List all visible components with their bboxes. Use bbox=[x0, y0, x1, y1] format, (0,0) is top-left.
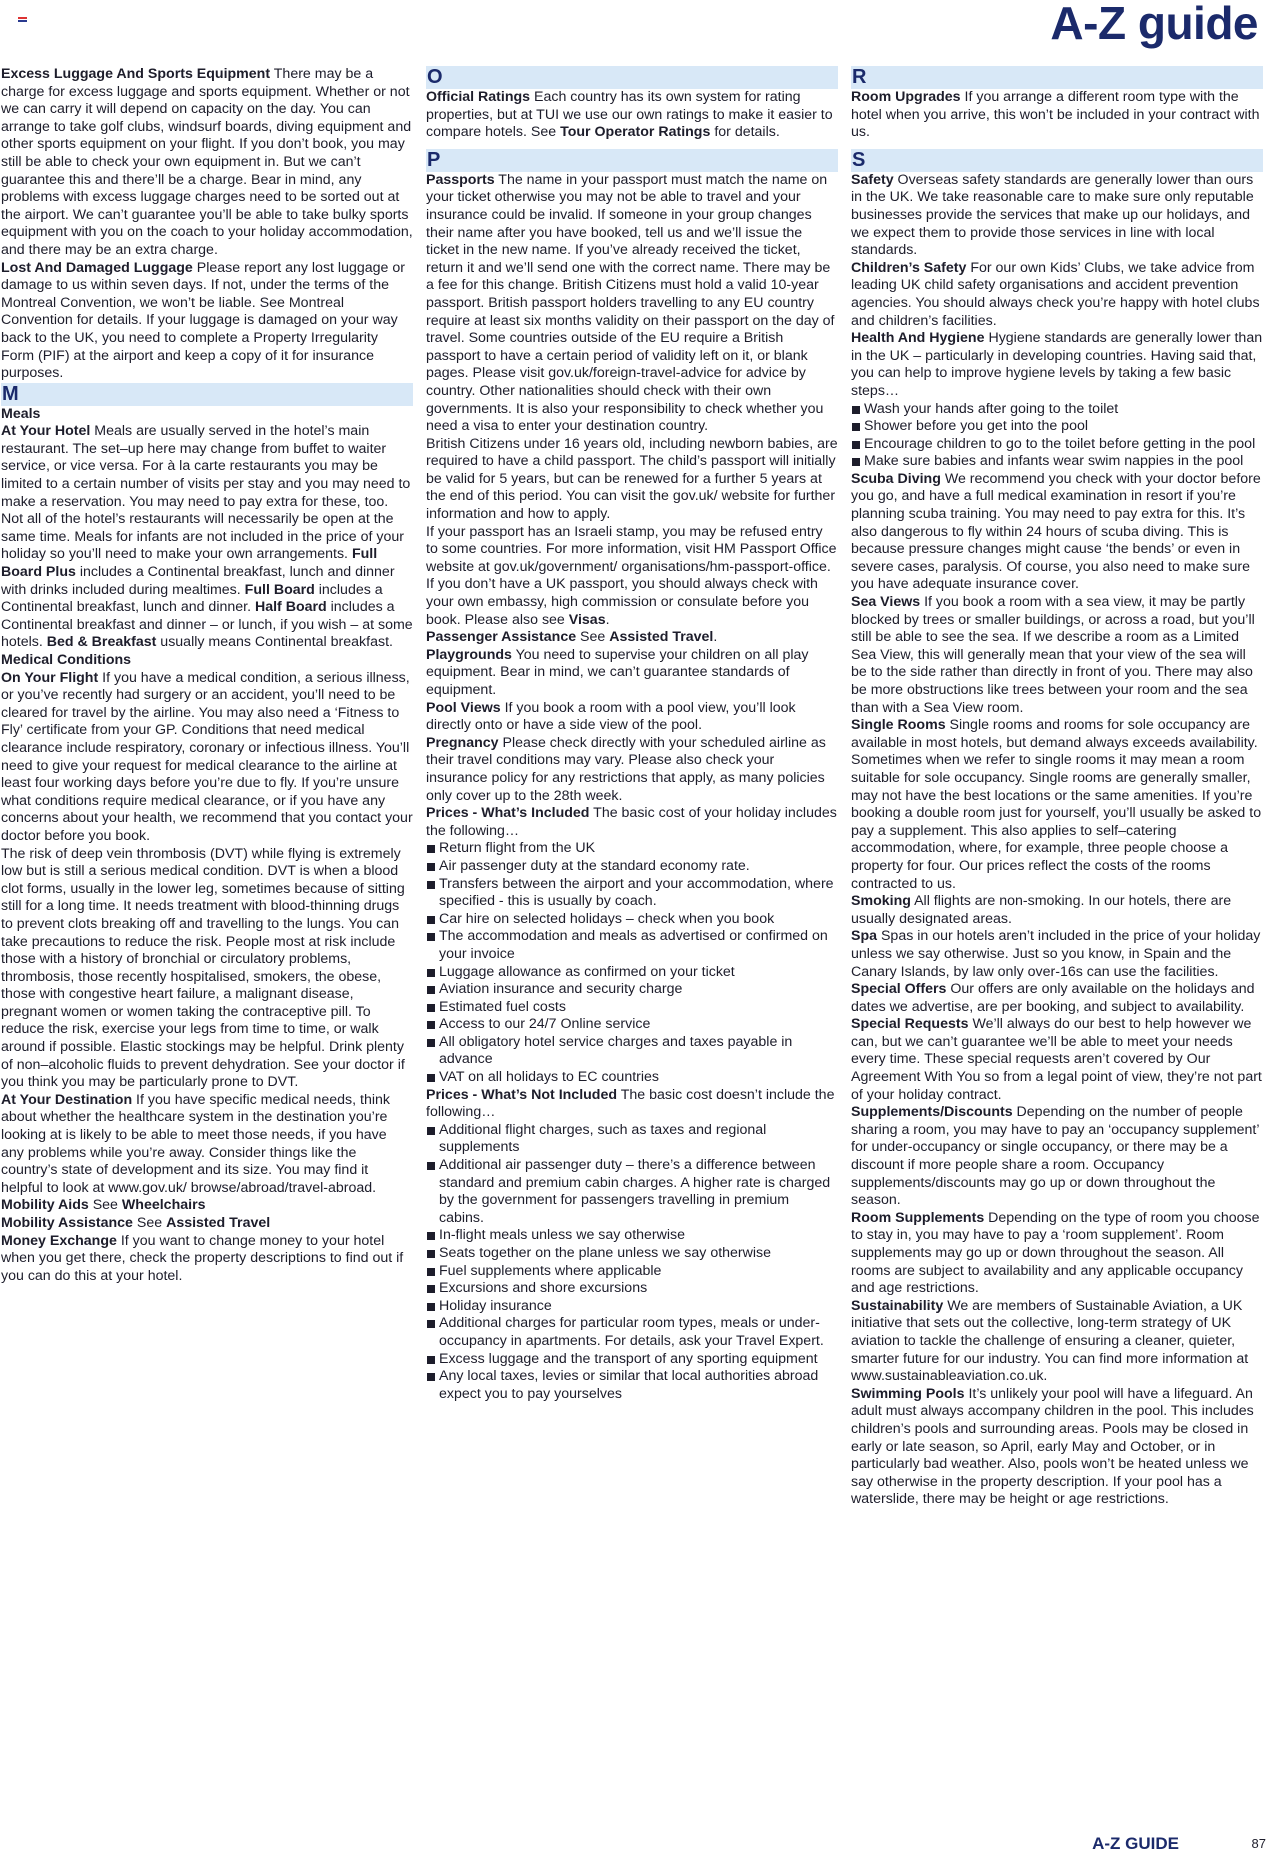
entry-at-your-hotel: At Your Hotel Meals are usually served in the hotel’s main restaurant. The set–up here may change from buffet to waiter service, or vice versa. For à la carte restaurants you may be limited to a certain number of visits per stay and you may need to make a reservation. You may need to pay extra for these, too. Not all of the hotel’s restaurants will necessarily be open at the same time. Meals for infants are not included in the price of your holiday so you’ll need to make your own arrangements. Full Board Plus includes a Continental breakfast, lunch and dinner with drinks included during mealtimes. Full Board includes a Continental breakfast, lunch and dinner. Half Board includes a Continental breakfast and dinner – or lunch, if you wish – at some hotels. Bed & Breakfast usually means Continental breakfast. bbox=[1, 423, 413, 651]
column-2 bbox=[426, 66, 838, 1403]
list-item: Additional flight charges, such as taxes and regional supplements bbox=[426, 1122, 838, 1157]
flag-icon bbox=[18, 17, 27, 24]
entry-mobility-aids: Mobility Aids See Wheelchairs bbox=[1, 1197, 206, 1214]
entry-on-your-flight: On Your Flight If you have a medical condition, a serious illness, or you’ve recently had surgery or an accident, you’ll need to be cleared for travel by the airline. You may also need a ‘Fitness to Fly’ certificate from your GP. Conditions that need medical clearance include respiratory, coronary or infectious illness. You’ll need to give your request for medical clearance to the airline at least four working days before you’re due to fly. If you’re unsure what conditions require medical clearance, or if you have any concerns about your health, we recommend that you contact your doctor before you book. bbox=[1, 669, 413, 844]
list-item: Fuel supplements where applicable bbox=[426, 1263, 838, 1281]
list-item: Additional air passenger duty – there’s a difference between standard and premium cabin charges. A higher rate is charged by the government for passengers travelling in premium cabins. bbox=[426, 1157, 838, 1227]
entry-pregnancy: Pregnancy Please check directly with your scheduled airline as their travel conditions may vary. Please also check your insurance policy for any restrictions that apply, as many policies only cover up to the 28th week. bbox=[426, 734, 826, 804]
entry-at-your-destination: At Your Destination If you have specific medical needs, think about whether the healthcare system in the destination you’re looking at is likely to be able to meet those needs, if you have any problems while you’re away. Consider things like the country’s state of development and its size. You may find it helpful to look at www.gov.uk/ browse/abroad/travel-abroad. bbox=[1, 1091, 390, 1196]
list-item: Luggage allowance as confirmed on your ticket bbox=[426, 964, 838, 982]
list-item: Excursions and shore excursions bbox=[426, 1280, 838, 1298]
entry-mobility-assistance: Mobility Assistance See Assisted Travel bbox=[1, 1215, 271, 1231]
subheading-meals: Meals bbox=[1, 405, 41, 422]
list-item: Holiday insurance bbox=[426, 1298, 838, 1316]
entry-sea-views: Sea Views If you book a room with a sea view, it may be partly blocked by trees or smaller buildings, or across a road, but you’ll still be able to see the sea. If we describe a room as a Limited Sea View, this will generally mean that your view of the sea will be to the side rather than directly in front of you. There may also be more obstructions like trees between your room and the sea than with a Sea View room. bbox=[851, 594, 1255, 716]
list-item: Access to our 24/7 Online service bbox=[426, 1016, 838, 1034]
entry-single-rooms: Single Rooms Single rooms and rooms for sole occupancy are available in most hotels, but demand always exceeds availability. Sometimes when we refer to single rooms it may mean a room suitable for sole occupancy. Single rooms are generally smaller, may not have the best locations or the same amenities. If you’re booking a double room just for yourself, you’ll usually be asked to pay a supplement. This also applies to self–catering accommodation, where, for example, three people choose a property for four. Our prices reflect the costs of the rooms contracted to us. bbox=[851, 717, 1262, 892]
entry-dvt: The risk of deep vein thrombosis (DVT) while flying is extremely low but is still a serious medical condition. DVT is when a blood clot forms, usually in the lower leg, sometimes because of sitting still for a long time. It needs treatment with blood-thinning drugs to prevent clots breaking off and travelling to the lungs. You can take precautions to reduce the risk. People most at risk include those with a history of bronchial or circulatory problems, thrombosis, those recently hospitalised, smokers, the obese, those with congestive heart failure, a malignant disease, pregnant women or women taking the contraceptive pill. To reduce the risk, exercise your legs from time to time, or walk around if possible. Elastic stockings may be helpful. Drink plenty of non–alcoholic fluids to prevent dehydration. See your doctor if you think you may be particularly prone to DVT. bbox=[1, 845, 405, 1091]
list-item: Additional charges for particular room types, meals or under-occupancy in apartments. For details, ask your Travel Expert. bbox=[426, 1315, 838, 1350]
list-item: Excess luggage and the transport of any sporting equipment bbox=[426, 1351, 838, 1369]
entry-spa: Spa Spas in our hotels aren’t included in the price of your holiday unless we say otherwise. Just so you know, in Spain and the Canary Islands, by law only over-16s can use the facilities. bbox=[851, 928, 1261, 980]
section-letter-m: M bbox=[1, 383, 413, 406]
list-item: The accommodation and meals as advertised or confirmed on your invoice bbox=[426, 928, 838, 963]
list-item: Estimated fuel costs bbox=[426, 999, 838, 1017]
entry-prices-included: Prices - What’s Included The basic cost of your holiday includes the following… bbox=[426, 805, 837, 839]
footer-section-label: A-Z GUIDE bbox=[1092, 1834, 1179, 1853]
entry-passenger-assistance: Passenger Assistance See Assisted Travel. bbox=[426, 629, 718, 646]
entry-childrens-safety: Children’s Safety For our own Kids’ Clubs, we take advice from leading UK child safety organisations and accident prevention agencies. You should always check you’re happy with hotel clubs and children’s facilities. bbox=[851, 259, 1260, 329]
list-item: Car hire on selected holidays – check when you book bbox=[426, 911, 838, 929]
entry-smoking: Smoking All flights are non-smoking. In our hotels, there are usually designated areas. bbox=[851, 893, 1232, 927]
entry-lost-luggage: Lost And Damaged Luggage Please report any lost luggage or damage to us within seven days. If not, under the terms of the Montreal Convention, we won’t be liable. See Montreal Convention for details. If your luggage is damaged on your way back to the UK, you need to complete a Property Irregularity Form (PIF) at the airport and keep a copy of it for insurance purposes. bbox=[1, 259, 405, 382]
list-item: Shower before you get into the pool bbox=[851, 418, 1263, 436]
list-item: Any local taxes, levies or similar that local authorities abroad expect you to pay yourselves bbox=[426, 1368, 838, 1403]
list-hygiene-steps bbox=[851, 401, 1263, 471]
entry-money-exchange: Money Exchange If you want to change money to your hotel when you get there, check the property descriptions to find out if you can do this at your hotel. bbox=[1, 1232, 404, 1284]
list-item: Return flight from the UK bbox=[426, 840, 838, 858]
list-item: Transfers between the airport and your accommodation, where specified - this is usually by coach. bbox=[426, 876, 838, 911]
section-letter-o: O bbox=[426, 66, 838, 89]
list-item: In-flight meals unless we say otherwise bbox=[426, 1227, 838, 1245]
entry-passports: Passports The name in your passport must match the name on your ticket otherwise you may not be able to travel and your insurance could be invalid. If someone in your group changes their name after you have booked, tell us and we’ll issue the ticket in the new name. If you’ve already received the ticket, return it and we’ll send one with the correct name. There may be a fee for this change. British Citizens must hold a valid 10-year passport. British passport holders travelling to any EU country require at least six months validity on their passport on the day of travel. Some countries outside of the EU require a British passport to have a certain period of validity left on it, or blank pages. Please visit gov.uk/foreign-travel-advice for advice by country. Other nationalities should check with their own governments. It is also your responsibility to check whether you need a visa to enter your destination country. bbox=[426, 171, 835, 435]
entry-pool-views: Pool Views If you book a room with a pool view, you’ll look directly onto or have a side view of the pool. bbox=[426, 699, 796, 734]
list-item: Wash your hands after going to the toilet bbox=[851, 401, 1263, 419]
entry-prices-not-included: Prices - What’s Not Included The basic cost doesn’t include the following… bbox=[426, 1086, 835, 1121]
page-title: A-Z guide bbox=[1050, 0, 1258, 49]
list-item: Make sure babies and infants wear swim nappies in the pool bbox=[851, 453, 1263, 471]
entry-excess-luggage: Excess Luggage And Sports Equipment There may be a charge for excess luggage and sports equipment. Whether or not we can carry it will depend on capacity on the day. You can arrange to take golf clubs, windsurf boards, diving equipment and other sports equipment on your flight. If you don’t book, you may still be able to check your own equipment in. But we can’t guarantee this and there’ll be a charge. Bear in mind, any problems with excess luggage charges need to be sorted out at the airport. We can’t guarantee you’ll be able to take bulky sports equipment with you on the coach to your holiday accommodation, and there may be an extra charge. bbox=[1, 66, 413, 258]
subheading-medical-conditions: Medical Conditions bbox=[1, 652, 132, 668]
section-letter-s: S bbox=[851, 149, 1263, 172]
list-item: All obligatory hotel service charges and taxes payable in advance bbox=[426, 1034, 838, 1069]
entry-term: Lost And Damaged Luggage bbox=[1, 259, 193, 276]
list-item: Seats together on the plane unless we say otherwise bbox=[426, 1245, 838, 1263]
entry-special-requests: Special Requests We’ll always do our best to help however we can, but we can’t guarantee we’ll be able to meet your needs every time. These special requests aren’t covered by Our Agreement With You so from a legal point of view, they’re not part of your holiday contract. bbox=[851, 1016, 1262, 1103]
entry-swimming-pools: Swimming Pools It’s unlikely your pool will have a lifeguard. An adult must always accompany children in the pool. This includes children’s pools and surrounding areas. Pools may be closed in early or late season, so April, early May and October, or in particularly bad weather. Also, pools won’t be heated unless we say otherwise in the property description. If your pool has a waterslide, there may be height or age restrictions. bbox=[851, 1385, 1254, 1508]
entry-passports-children: British Citizens under 16 years old, including newborn babies, are required to have a child passport. The child’s passport will initially be valid for 5 years, but can be renewed for a further 5 years at the end of this period. You can visit the gov.uk/ website for further information and how to apply. bbox=[426, 435, 838, 523]
entry-supplements-discounts: Supplements/Discounts Depending on the number of people sharing a room, you may have to pay an ‘occupancy supplement’ for under-occupancy or single occupancy, or there may be a discount if more people share a room. Occupancy supplements/discounts may go up or down throughout the season. bbox=[851, 1104, 1259, 1209]
entry-term: Excess Luggage And Sports Equipment bbox=[1, 66, 271, 82]
column-1 bbox=[1, 66, 413, 1285]
entry-playgrounds: Playgrounds You need to supervise your children on all play equipment. Bear in mind, we can’t guarantee standards of equipment. bbox=[426, 646, 809, 698]
list-item: Aviation insurance and security charge bbox=[426, 981, 838, 999]
list-item: Encourage children to go to the toilet before getting in the pool bbox=[851, 436, 1263, 454]
list-item: Air passenger duty at the standard economy rate. bbox=[426, 858, 838, 876]
entry-sustainability: Sustainability We are members of Sustainable Aviation, a UK initiative that sets out the collective, long-term strategy of UK aviation to tackle the challenge of ensuring a cleaner, quieter, smarter future for our industry. You can find more information at www.sustainableaviation.co.uk. bbox=[851, 1297, 1249, 1385]
list-prices-included bbox=[426, 840, 838, 1086]
entry-safety: Safety Overseas safety standards are generally lower than ours in the UK. We take reasonable care to make sure only reputable businesses provide the services that make up our holidays, and we expect them to provide those services in line with local standards. bbox=[851, 171, 1254, 259]
entry-room-supplements: Room Supplements Depending on the type of room you choose to stay in, you may have to pay a ‘room supplement’. Room supplements may go up or down throughout the season. All rooms are subject to availability and any applicable occupancy and age restrictions. bbox=[851, 1209, 1260, 1297]
column-3 bbox=[851, 66, 1263, 1509]
entry-scuba-diving: Scuba Diving We recommend you check with your doctor before you go, and have a full medical examination in resort if you’re planning scuba training. You may need to pay extra for this. It’s also dangerous to fly within 24 hours of scuba diving. This is because pressure changes might cause ‘the bends’ or even in severe cases, paralysis. Of course, you also need to make sure you have adequate insurance cover. bbox=[851, 470, 1261, 593]
section-letter-r: R bbox=[851, 66, 1263, 89]
list-item: VAT on all holidays to EC countries bbox=[426, 1069, 838, 1087]
list-prices-not-included bbox=[426, 1122, 838, 1404]
entry-room-upgrades: Room Upgrades If you arrange a different room type with the hotel when you arrive, this won’t be included in your contract with us. bbox=[851, 89, 1260, 141]
section-letter-p: P bbox=[426, 149, 838, 172]
page-number: 87 bbox=[1251, 1836, 1266, 1851]
entry-passports-israeli: If your passport has an Israeli stamp, you may be refused entry to some countries. For more information, visit HM Passport Office website at gov.uk/government/ organisations/hm-passport-office. If you don’t have a UK passport, you should always check with your own embassy, high commission or consulate before you book. Please also see Visas. bbox=[426, 523, 837, 628]
entry-special-offers: Special Offers Our offers are only available on the holidays and dates we advertise, are per booking, and subject to availability. bbox=[851, 981, 1255, 1015]
entry-official-ratings: Official Ratings Each country has its own system for rating properties, but at TUI we use our own ratings to make it easier to compare hotels. See Tour Operator Ratings for details. bbox=[426, 89, 833, 141]
entry-health-hygiene: Health And Hygiene Hygiene standards are generally lower than in the UK – particularly in developing countries. Having said that, you can help to improve hygiene levels by taking a few basic steps… bbox=[851, 330, 1263, 399]
